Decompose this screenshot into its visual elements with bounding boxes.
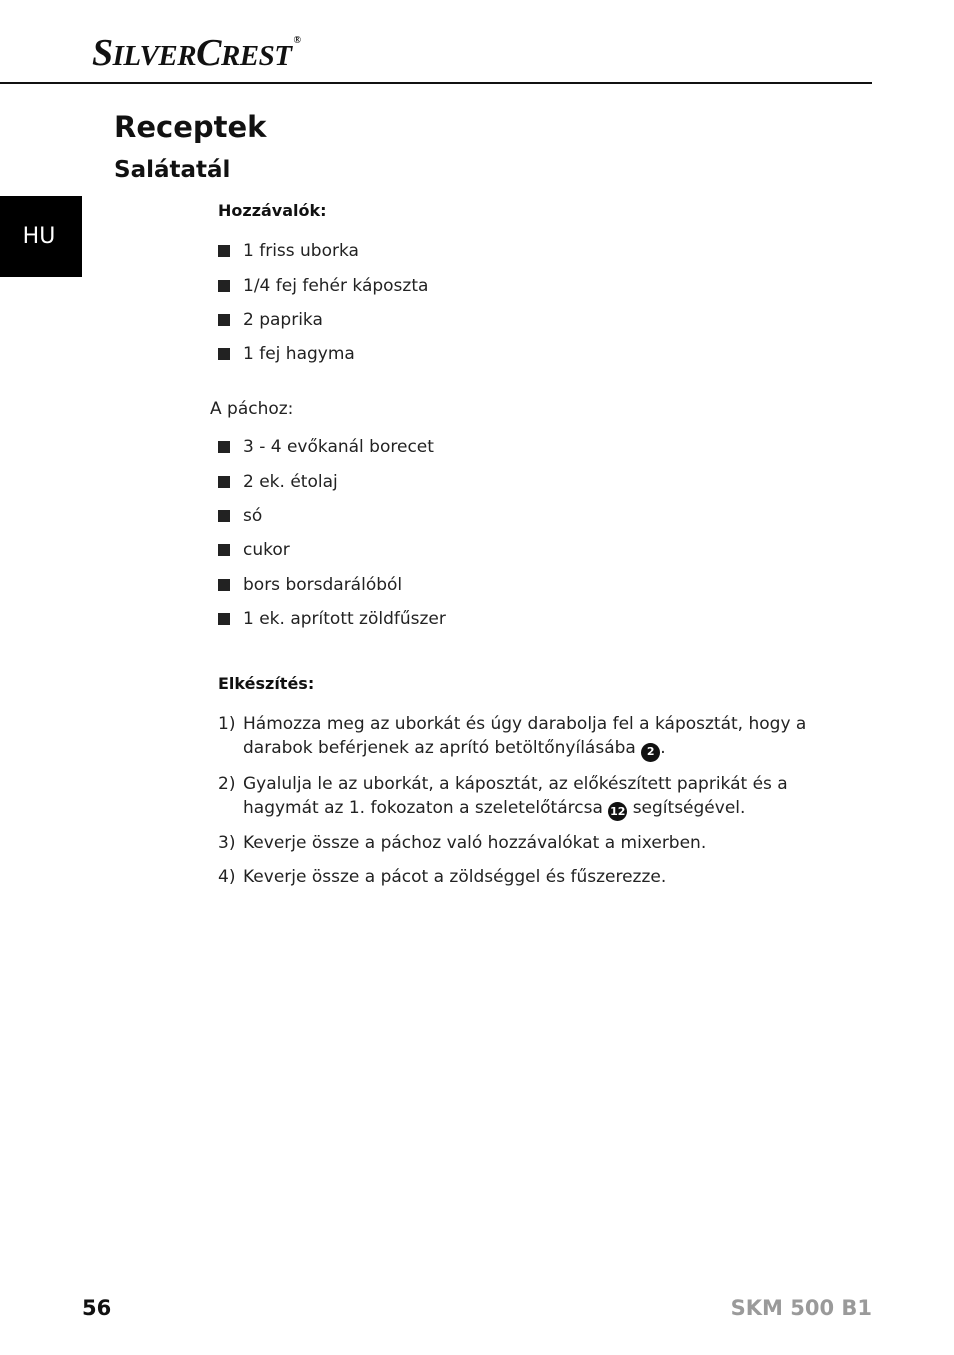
logo-text-ilver: ILVER — [112, 40, 197, 72]
bullet-square-icon — [218, 579, 230, 591]
language-tab-label: HU — [22, 224, 56, 249]
list-item: 1/4 fej fehér káposzta — [218, 268, 428, 302]
bullet-square-icon — [218, 280, 230, 292]
bullet-square-icon — [218, 441, 230, 453]
step-text-end: . — [660, 738, 666, 758]
step-item — [218, 772, 838, 822]
bullet-square-icon — [218, 613, 230, 625]
page-title: Receptek — [114, 110, 267, 144]
step-item — [218, 865, 838, 889]
bullet-square-icon — [218, 348, 230, 360]
ingredients-list — [218, 234, 428, 372]
step-text-end: segítségével. — [627, 797, 746, 818]
ingredients-heading: Hozzávalók: — [218, 201, 327, 220]
list-item: 1 friss uborka — [218, 234, 428, 268]
logo-initial-c: C — [196, 32, 221, 74]
list-item: 1 fej hagyma — [218, 337, 428, 371]
list-item: só — [218, 499, 446, 533]
preparation-heading: Elkészítés: — [218, 674, 315, 693]
model-number: SKM 500 B1 — [730, 1296, 872, 1320]
step-text: Hámozza meg az uborkát és úgy darabolja fel a káposztát, hogy a darabok beférjenek az aprító betöltőnyílásába — [243, 714, 807, 758]
language-tab — [0, 196, 82, 277]
recipe-title: Salátatál — [114, 157, 231, 183]
header-rule — [0, 82, 872, 84]
preparation-steps — [218, 712, 838, 899]
logo-initial-s: S — [92, 32, 113, 74]
logo-text-rest: REST — [220, 40, 292, 72]
page-number: 56 — [82, 1296, 112, 1320]
brand-logo — [92, 34, 300, 72]
step-text: Gyalulja le az uborkát, a káposztát, az előkészített paprikát és a hagymát az 1. fokozaton a szeletelőtárcsa — [243, 773, 788, 818]
bullet-square-icon — [218, 476, 230, 488]
list-item: bors borsdarálóból — [218, 568, 446, 602]
bullet-square-icon — [218, 544, 230, 556]
step-text: Keverje össze a pácot a zöldséggel és fűszerezze. — [243, 867, 667, 887]
dressing-list — [218, 430, 446, 636]
bullet-square-icon — [218, 245, 230, 257]
step-number: 4) — [218, 867, 236, 887]
bullet-square-icon — [218, 510, 230, 522]
part-number-badge: 2 — [641, 743, 660, 762]
step-number: 2) — [218, 773, 236, 794]
step-item — [218, 831, 838, 855]
list-item: 3 - 4 evőkanál borecet — [218, 430, 446, 464]
part-number-badge: 12 — [608, 802, 627, 821]
dressing-heading: A páchoz: — [210, 399, 294, 419]
registered-mark: ® — [293, 35, 301, 46]
list-item: 1 ek. aprított zöldfűszer — [218, 602, 446, 636]
step-number: 3) — [218, 833, 236, 853]
list-item: cukor — [218, 533, 446, 567]
step-number: 1) — [218, 714, 236, 734]
step-item — [218, 712, 838, 762]
list-item: 2 ek. étolaj — [218, 464, 446, 498]
list-item: 2 paprika — [218, 303, 428, 337]
bullet-square-icon — [218, 314, 230, 326]
step-text: Keverje össze a páchoz való hozzávalókat a mixerben. — [243, 833, 707, 853]
